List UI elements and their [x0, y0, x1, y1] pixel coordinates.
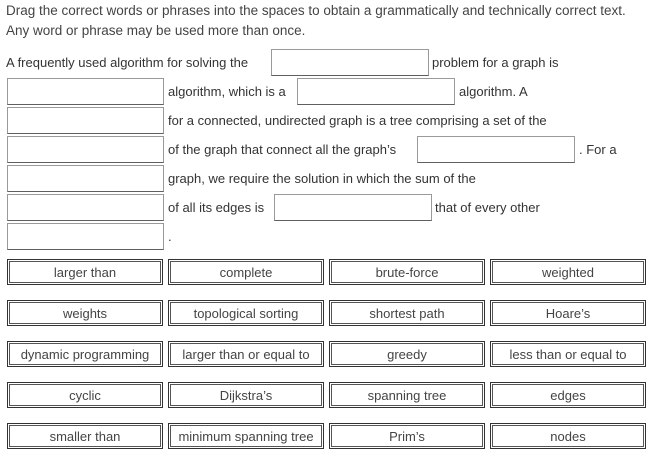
- option-chip-hoares[interactable]: Hoare’s: [490, 300, 646, 326]
- option-chip-dijkstras[interactable]: Dijkstra’s: [168, 382, 324, 408]
- option-chip-greedy[interactable]: greedy: [329, 341, 485, 367]
- drop-zone-2[interactable]: [7, 78, 164, 105]
- option-chip-weighted[interactable]: weighted: [490, 259, 646, 285]
- passage-text-9: of all its edges is: [168, 200, 265, 215]
- passage-text-7: . For a: [579, 142, 617, 157]
- option-chip-smaller-than[interactable]: smaller than: [7, 423, 163, 449]
- option-chip-less-than-or-equal-to[interactable]: less than or equal to: [490, 341, 646, 367]
- passage-text-3: algorithm, which is a: [168, 84, 286, 99]
- option-chip-prims[interactable]: Prim’s: [329, 423, 485, 449]
- drop-zone-1[interactable]: [271, 49, 429, 76]
- option-chip-edges[interactable]: edges: [490, 382, 646, 408]
- passage-text-8: graph, we require the solution in which the sum of the: [168, 171, 476, 186]
- option-chip-brute-force[interactable]: brute-force: [329, 259, 485, 285]
- drop-zone-5[interactable]: [7, 136, 164, 163]
- drop-zone-9[interactable]: [274, 194, 432, 221]
- option-chip-shortest-path[interactable]: shortest path: [329, 300, 485, 326]
- drop-zone-4[interactable]: [7, 107, 164, 134]
- option-chip-larger-than-or-equal-to[interactable]: larger than or equal to: [168, 341, 324, 367]
- option-chip-minimum-spanning-tree[interactable]: minimum spanning tree: [168, 423, 324, 449]
- passage-text-2: problem for a graph is: [432, 55, 559, 70]
- option-chip-complete[interactable]: complete: [168, 259, 324, 285]
- drop-zone-8[interactable]: [7, 194, 164, 221]
- option-chip-dynamic-programming[interactable]: dynamic programming: [7, 341, 163, 367]
- option-chip-spanning-tree[interactable]: spanning tree: [329, 382, 485, 408]
- drop-zone-6[interactable]: [417, 136, 575, 163]
- option-chip-larger-than[interactable]: larger than: [7, 259, 163, 285]
- passage-text-1: A frequently used algorithm for solving the: [6, 55, 249, 70]
- option-chip-topological-sorting[interactable]: topological sorting: [168, 300, 324, 326]
- passage-text-10: that of every other: [435, 200, 540, 215]
- drop-zone-3[interactable]: [297, 78, 455, 105]
- instruction-line-1: Drag the correct words or phrases into the spaces to obtain a grammatically and technically correct text.: [6, 3, 626, 18]
- passage-text-11: .: [168, 229, 172, 244]
- instruction-line-2: Any word or phrase may be used more than once.: [6, 23, 306, 38]
- passage-text-4: algorithm. A: [459, 84, 528, 99]
- option-chip-nodes[interactable]: nodes: [490, 423, 646, 449]
- passage-text-6: of the graph that connect all the graph’s: [168, 142, 397, 157]
- drop-zone-10[interactable]: [7, 223, 164, 250]
- drop-zone-7[interactable]: [7, 165, 164, 192]
- option-chip-cyclic[interactable]: cyclic: [7, 382, 163, 408]
- passage-text-5: for a connected, undirected graph is a tree comprising a set of the: [168, 113, 547, 128]
- option-chip-weights[interactable]: weights: [7, 300, 163, 326]
